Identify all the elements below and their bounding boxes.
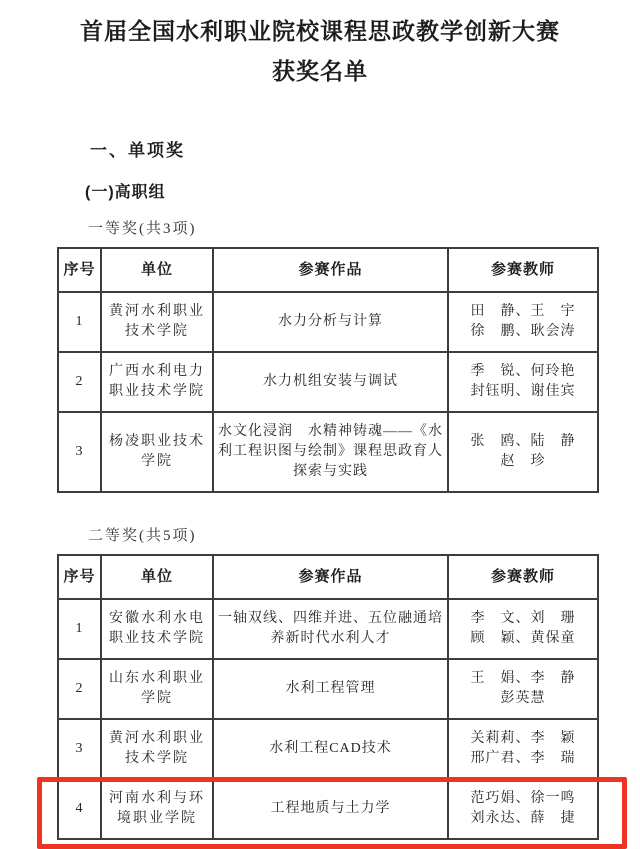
cell-teachers [448,412,598,492]
cell-unit: 安徽水利水电职业技术学院 [101,599,213,659]
col-header-work: 参赛作品 [213,248,448,292]
page-title [0,0,640,92]
table-row [58,292,598,352]
cell-work: 水力分析与计算 [213,292,448,352]
first-prize-label: 一等奖(共3项) [88,221,197,237]
teacher-line: 关莉莉、李 颖 [470,731,576,746]
cell-work: 水文化浸润 水精神铸魂——《水利工程识图与绘制》课程思政育人探索与实践 [213,412,448,492]
cell-no: 1 [58,599,101,659]
col-header-unit: 单位 [101,248,213,292]
cell-no: 2 [58,352,101,412]
second-prize-label: 二等奖(共5项) [88,528,197,544]
cell-teachers [448,599,598,659]
teacher-line: 李 文、刘 珊 [470,611,576,626]
table-row [58,412,598,492]
table-row [58,599,598,659]
second-prize-table [57,554,599,840]
col-header-unit: 单位 [101,555,213,599]
col-header-teachers: 参赛教师 [448,248,598,292]
cell-work: 水力机组安装与调试 [213,352,448,412]
table-row [58,659,598,719]
section-heading-single-awards: 一、单项奖 [90,141,185,160]
table-row [58,719,598,779]
cell-no: 4 [58,779,101,839]
cell-teachers [448,659,598,719]
title-line-1: 首届全国水利职业院校课程思政教学创新大赛 [80,19,560,44]
teacher-line: 王 娟、李 静 [470,671,576,686]
teacher-line: 田 静、王 宇 [470,304,576,319]
teacher-line: 顾 颖、黄保童 [470,631,576,646]
col-header-teachers: 参赛教师 [448,555,598,599]
cell-no: 3 [58,719,101,779]
table-header-row [58,248,598,292]
cell-no: 2 [58,659,101,719]
teacher-line: 邢广君、李 瑞 [470,751,576,766]
col-header-no: 序号 [58,555,101,599]
teacher-line: 张 鸥、陆 静 [470,434,576,449]
teacher-line: 刘永达、薛 捷 [470,811,576,826]
table-row-highlighted [58,779,598,839]
teacher-line: 季 锐、何玲艳 [470,364,576,379]
cell-unit: 山东水利职业学院 [101,659,213,719]
cell-unit: 广西水利电力职业技术学院 [101,352,213,412]
teacher-line: 封钰明、谢佳宾 [470,384,576,399]
teacher-line: 彭英慧 [500,691,546,706]
table-row [58,352,598,412]
table-header-row [58,555,598,599]
teacher-line: 徐 鹏、耿会涛 [470,324,576,339]
title-line-2: 获奖名单 [272,59,368,84]
subsection-heading-vocational-group: (一)高职组 [85,184,166,201]
cell-unit: 杨凌职业技术学院 [101,412,213,492]
cell-no: 3 [58,412,101,492]
cell-teachers [448,292,598,352]
cell-teachers [448,352,598,412]
cell-work: 工程地质与土力学 [213,779,448,839]
cell-unit: 黄河水利职业技术学院 [101,292,213,352]
cell-work: 水利工程CAD技术 [213,719,448,779]
cell-unit: 河南水利与环境职业学院 [101,779,213,839]
teacher-line: 范巧娟、徐一鸣 [470,791,576,806]
teacher-line: 赵 珍 [500,454,546,469]
cell-no: 1 [58,292,101,352]
second-prize-table-wrap [0,554,640,840]
cell-teachers [448,719,598,779]
cell-work: 一轴双线、四维并进、五位融通培养新时代水利人才 [213,599,448,659]
cell-teachers [448,779,598,839]
first-prize-table [57,247,599,493]
col-header-work: 参赛作品 [213,555,448,599]
cell-unit: 黄河水利职业技术学院 [101,719,213,779]
col-header-no: 序号 [58,248,101,292]
cell-work: 水利工程管理 [213,659,448,719]
